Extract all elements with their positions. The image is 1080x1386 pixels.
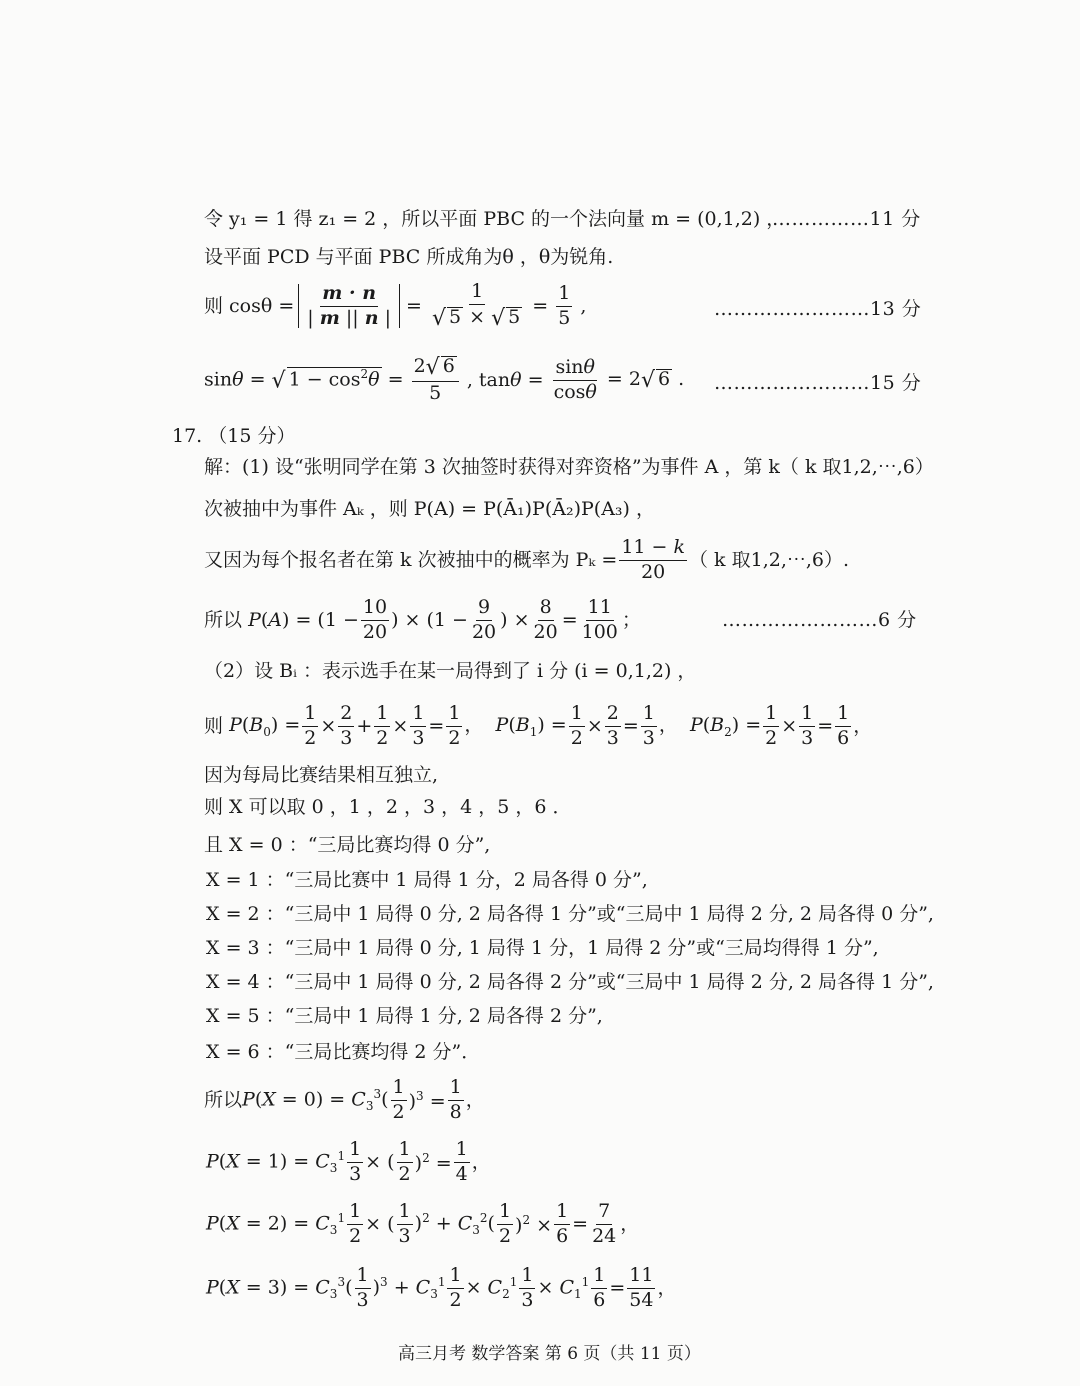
- sol-line-15: X = 6 ：“三局比赛均得 2 分”．: [206, 1041, 481, 1063]
- sol-line-14: X = 5 ：“三局中 1 局得 1 分, 2 局各得 2 分”,: [206, 1005, 603, 1027]
- sol-line-4: 所以 P(A) = (1 − $\frac{10}{20}$ ) × (1 − $\frac{9}{20}$ ) × $\frac{8}{20}$ = $\frac{11}{100}$ ；: [204, 596, 641, 643]
- abs-value: $\frac{m \cdot n}{| m || n |}$: [298, 284, 400, 329]
- sol-line-10: X = 1 ：“三局比赛中 1 局得 1 分，2 局各得 0 分”,: [206, 869, 648, 891]
- line-angle-def: 设平面 PCD 与平面 PBC 所成角为θ ，θ为锐角.: [204, 246, 614, 268]
- pa-prefix: 所以: [204, 608, 243, 631]
- score-13: ……………………13 分: [714, 298, 922, 320]
- line-sin-tan: sinθ = √ $1 - \cos^2\theta$ = $\frac{2√ 6}{5}$ , tanθ = $\frac{\sin\theta}{\cos\theta}$ = 2√ 6 .: [204, 355, 685, 405]
- sol-line-9: 且 X = 0 ：“三局比赛均得 0 分”,: [204, 834, 491, 856]
- sol-line-2: 次被抽中为事件 Aₖ ，则 P(A) = P(Ā₁)P(Ā₂)P(A₃) ，: [204, 498, 655, 520]
- sol-line-7: 因为每局比赛结果相互独立,: [204, 764, 439, 786]
- sol-line-3: 又因为每个报名者在第 k 次被抽中的概率为 Pₖ = $\frac{11 - k}{20}$ （ k 取1,2,⋯,6）.: [204, 536, 850, 583]
- line-normal-vector: 令 y₁ = 1 得 z₁ = 2 ，所以平面 PBC 的一个法向量 m = (0,1,2) ，: [204, 208, 786, 230]
- sol-line-1: 解：(1) 设“张明同学在第 3 次抽签时获得对弈资格”为事件 A ，第 k（ k 取1,2,⋯,6）: [204, 456, 934, 478]
- score-15: ……………………15 分: [714, 372, 922, 394]
- line-cos-formula: 则 cosθ = $\frac{m \cdot n}{| m || n |}$ = $\frac{1}{√ 5 \times √ 5}$ = $\frac{1}{5}$ ,: [204, 280, 587, 331]
- prob-k-range: （ k 取1,2,⋯,6）.: [689, 548, 850, 571]
- sol-line-8: 则 X 可以取 0 ，1 ，2 ，3 ，4 ，5 ，6 ．: [204, 796, 572, 818]
- cos-prefix: 则 cosθ =: [204, 294, 295, 317]
- sol-line-5: （2）设 Bᵢ ：表示选手在某一局得到了 i 分 (i = 0,1,2) ，: [204, 660, 697, 682]
- px1-formula: $P(X = 1) = C_3^1$ $\frac{1}{3}$ × ( $\frac{1}{2}$ )$^2$ = $\frac{1}{4}$ ，: [206, 1138, 491, 1185]
- page-footer: 高三月考 数学答案 第 6 页（共 11 页）: [398, 1344, 701, 1364]
- px0-prefix: 所以: [204, 1088, 243, 1111]
- score-6: ……………………6 分: [722, 609, 917, 631]
- prob-k-text: 又因为每个报名者在第 k 次被抽中的概率为 Pₖ =: [204, 548, 618, 571]
- sol-line-6: 则 $P(B_0)$ = $\frac{1}{2}$ × $\frac{2}{3}$ + $\frac{1}{2}$ × $\frac{1}{3}$ = $\frac{1}{2}$ ， $P(B_1)$ = $\frac{1}{2}$ × $\frac{2}{3}$ = $\frac{1}{3}$ ， $P(B_2)$ = $\frac{1}{2}$ × $\frac{1}{3}$ = $\frac{1}{6}$ ，: [204, 702, 873, 749]
- q17-header: 17. （15 分）: [172, 425, 296, 447]
- sol-line-11: X = 2 ：“三局中 1 局得 0 分, 2 局各得 1 分”或“三局中 1 局得 2 分, 2 局各得 0 分”,: [206, 903, 934, 925]
- score-11: ……………11 分: [772, 208, 921, 230]
- pb-prefix: 则: [204, 714, 224, 737]
- sol-line-12: X = 3 ：“三局中 1 局得 0 分, 1 局得 1 分，1 局得 2 分”或“三局均得得 1 分”,: [206, 937, 879, 959]
- px3-formula: $P(X = 3) = C_3^3$( $\frac{1}{3}$ )$^3 + C_3^1$ $\frac{1}{2}$ × $C_2^1$ $\frac{1}{3}$ × $C_1^1$ $\frac{1}{6}$ = $\frac{11}{54}$ ，: [206, 1264, 677, 1311]
- px0-formula: 所以 $P(X = 0) = C_3^3$( $\frac{1}{2}$ )$^3$ = $\frac{1}{8}$ ，: [204, 1076, 485, 1123]
- sol-line-13: X = 4 ：“三局中 1 局得 0 分, 2 局各得 2 分”或“三局中 1 局得 2 分, 2 局各得 1 分”,: [206, 971, 934, 993]
- px2-formula: $P(X = 2) = C_3^1$ $\frac{1}{2}$ × ( $\frac{1}{3}$ )$^2 + C_3^2$( $\frac{1}{2}$ )$^2$ × $\frac{1}{6}$ = $\frac{7}{24}$ ，: [206, 1200, 640, 1247]
